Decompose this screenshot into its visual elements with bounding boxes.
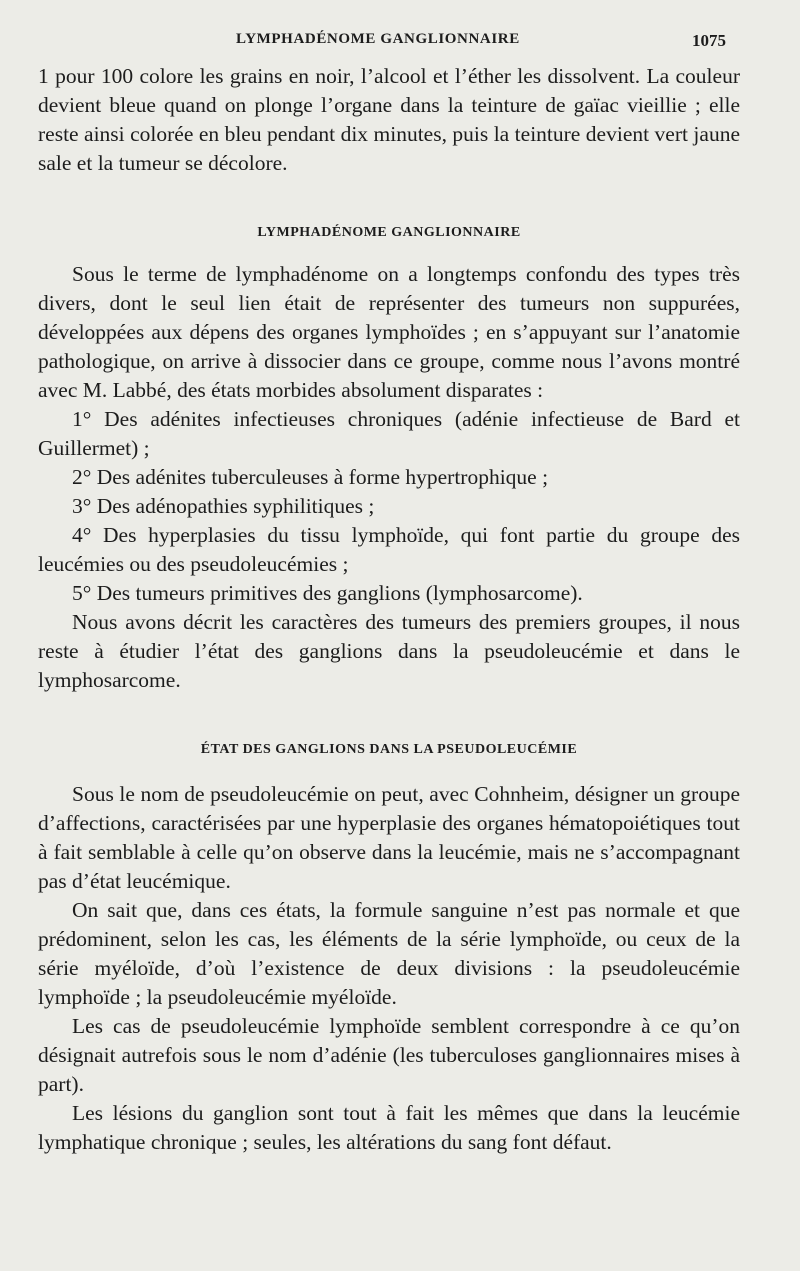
running-title: LYMPHADÉNOME GANGLIONNAIRE (236, 31, 520, 47)
list-item: 4° Des hyperplasies du tissu lymphoïde, qui font partie du groupe des leucémies ou des pseudoleucémies ; (38, 523, 740, 576)
enumerated-list (38, 405, 740, 608)
page-body (38, 62, 740, 1157)
intro-paragraph: 1 pour 100 colore les grains en noir, l’alcool et l’éther les dissolvent. La couleur devient bleue quand on plonge l’organe dans la teinture de gaïac vieillie ; elle reste ainsi colorée en bleu pendant dix minutes, puis la teinture devient vert jaune sale et la tumeur se décolore. (38, 64, 740, 175)
list-item: 3° Des adénopathies syphilitiques ; (72, 494, 375, 518)
list-item: 1° Des adénites infectieuses chroniques (adénie infectieuse de Bard et Guillermet) ; (38, 407, 740, 460)
list-item: 2° Des adénites tuberculeuses à forme hypertrophique ; (72, 465, 549, 489)
paragraph: Les cas de pseudoleucémie lymphoïde semblent correspondre à ce qu’on désignait autrefois sous le nom d’adénie (les tuberculoses ganglionnaires mises à part). (38, 1014, 740, 1096)
paragraph: Sous le terme de lymphadénome on a longtemps confondu des types très divers, dont le seul lien était de représenter des tumeurs non suppurées, développées aux dépens des organes lymphoïdes ; en s’appuyant sur l’anatomie pathologique, on arrive à dissocier dans ce groupe, comme nous l’avons montré avec M. Labbé, des états morbides absolument disparates : (38, 262, 740, 402)
section-heading-pseudoleucemie: ÉTAT DES GANGLIONS DANS LA PSEUDOLEUCÉMIE (200, 742, 578, 757)
section-heading-lymphadenome: LYMPHADÉNOME GANGLIONNAIRE (257, 225, 521, 240)
paragraph: Les lésions du ganglion sont tout à fait les mêmes que dans la leucémie lymphatique chronique ; seules, les altérations du sang font défaut. (38, 1101, 740, 1154)
page-number: 1075 (692, 31, 726, 50)
list-item: 5° Des tumeurs primitives des ganglions (lymphosarcome). (72, 581, 583, 605)
paragraph: Sous le nom de pseudoleucémie on peut, avec Cohnheim, désigner un groupe d’affections, caractérisées par une hyperplasie des organes hématopoiétiques tout à fait semblable à celle qu’on observe dans la leucémie, mais ne s’accompagnant pas d’état leucémique. (38, 782, 740, 893)
paragraph: On sait que, dans ces états, la formule sanguine n’est pas normale et que prédominent, selon les cas, les éléments de la série lymphoïde, ou ceux de la série myéloïde, d’où l’existence de deux divisions : la pseudoleucémie lymphoïde ; la pseudoleucémie myéloïde. (38, 898, 740, 1009)
paragraph: Nous avons décrit les caractères des tumeurs des premiers groupes, il nous reste à étudier l’état des ganglions dans la pseudoleucémie et dans le lymphosarcome. (38, 610, 740, 692)
running-header (0, 31, 800, 55)
